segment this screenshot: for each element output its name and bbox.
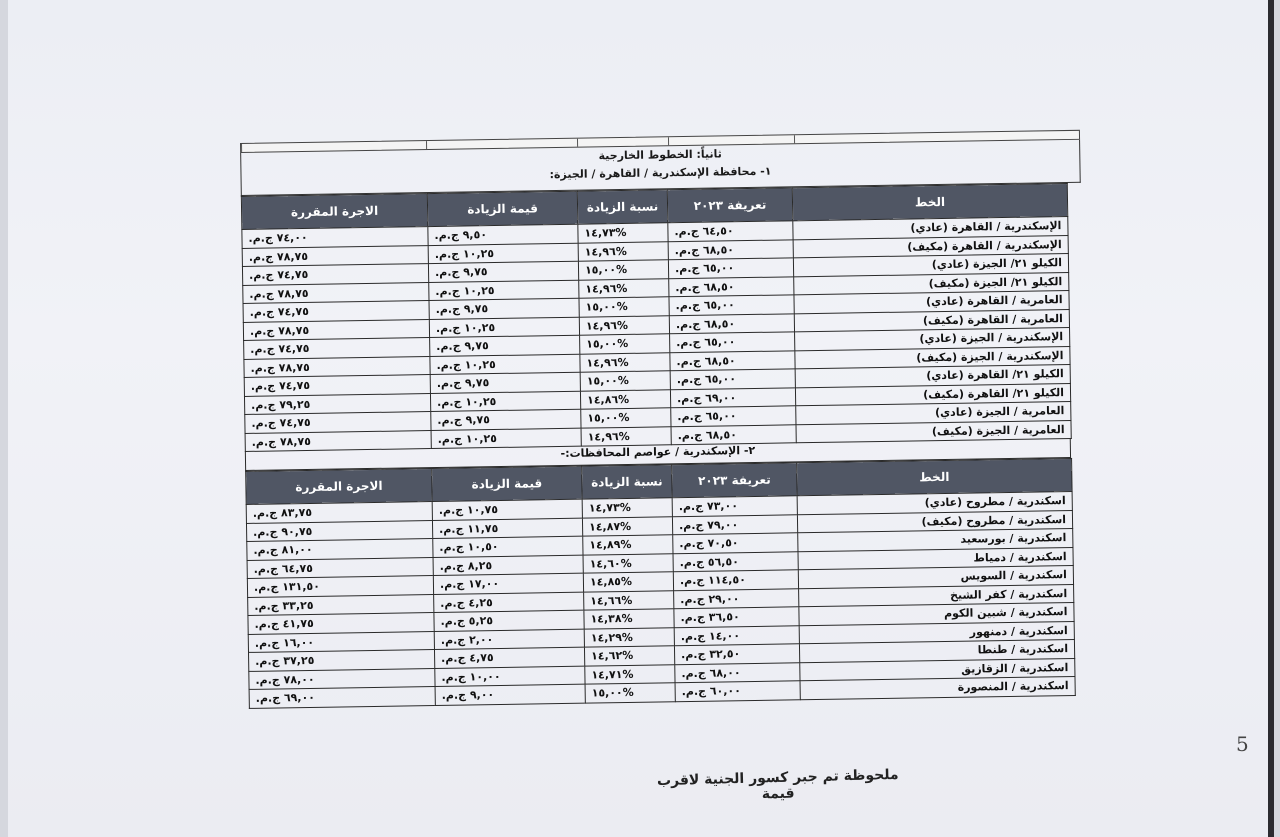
cell-fare-2023: ٣٢,٥٠ ج.م.: [674, 644, 799, 664]
cell-line: اسكندرية / بورسعيد: [798, 528, 1073, 551]
cell-final-fare: ٧٩,٢٥ ج.م.: [244, 393, 430, 414]
cell-line: الكيلو ٢١/ القاهرة (عادي): [795, 364, 1070, 387]
cell-fare-2023: ١١٤,٥٠ ج.م.: [673, 570, 798, 590]
cell-fare-2023: ٥٦,٥٠ ج.م.: [673, 551, 798, 571]
cell-increase-pct: %١٤,٧٣: [582, 498, 672, 518]
cell-increase-value: ٩,٧٥ ج.م.: [429, 298, 579, 319]
cell-increase-value: ١١,٧٥ ج.م.: [432, 518, 582, 539]
cell-final-fare: ٧٨,٧٥ ج.م.: [244, 356, 430, 377]
cell-final-fare: ٧٤,٧٥ ج.م.: [244, 338, 430, 359]
cell-line: اسكندرية / المنصورة: [800, 676, 1075, 699]
cell-increase-pct: %١٤,٨٦: [580, 389, 670, 409]
cell-final-fare: ٧٨,٧٥ ج.م.: [243, 319, 429, 340]
cell-increase-value: ٩,٧٥ ج.م.: [430, 372, 580, 393]
header-increase-value: قيمة الزيادة: [432, 466, 582, 501]
cell-line: الإسكندرية / القاهرة (مكيف): [793, 235, 1068, 258]
cell-fare-2023: ٦٨,٥٠ ج.م.: [669, 276, 794, 296]
subsection-title-1: ١- محافظة الإسكندرية / القاهرة / الجيزة:: [549, 164, 772, 182]
cell-line: الكيلو ٢١/ الجيزة (عادي): [793, 254, 1068, 277]
cell-increase-pct: %١٤,٩٦: [580, 352, 670, 372]
cell-final-fare: ٤١,٧٥ ج.م.: [248, 613, 434, 634]
cell-fare-2023: ٦٨,٥٠ ج.م.: [668, 239, 793, 259]
cell-final-fare: ٧٤,٠٠ ج.م.: [242, 227, 428, 248]
cell-fare-2023: ٦٤,٥٠ ج.م.: [668, 221, 793, 241]
cell-increase-value: ٤,٧٥ ج.م.: [434, 647, 584, 668]
cell-final-fare: ٦٤,٧٥ ج.م.: [247, 557, 433, 578]
cell-fare-2023: ٦٥,٠٠ ج.م.: [671, 406, 796, 426]
cell-increase-value: ٩,٠٠ ج.م.: [435, 684, 585, 705]
cell-final-fare: ٧٨,٧٥ ج.م.: [245, 430, 431, 451]
cell-final-fare: ١٦,٠٠ ج.م.: [248, 631, 434, 652]
cell-line: الكيلو ٢١/ القاهرة (مكيف): [795, 383, 1070, 406]
cell-fare-2023: ٦٨,٥٠ ج.م.: [669, 313, 794, 333]
table-1-body: [242, 217, 1071, 452]
cell-fare-2023: ٧٣,٠٠ ج.م.: [672, 496, 797, 516]
cell-increase-value: ١٠,٢٥ ج.م.: [430, 354, 580, 375]
cell-increase-pct: %١٥,٠٠: [578, 260, 668, 280]
cell-increase-value: ٩,٧٥ ج.م.: [430, 335, 580, 356]
cell-line: الإسكندرية / الجيزة (مكيف): [795, 346, 1070, 369]
cell-final-fare: ٦٩,٠٠ ج.م.: [249, 687, 435, 708]
cell-increase-value: ١٠,٢٥ ج.م.: [428, 243, 578, 264]
cell-line: العامرية / الجيزة (عادي): [796, 401, 1071, 424]
cell-line: اسكندرية / طنطا: [799, 639, 1074, 662]
cell-final-fare: ٧٤,٧٥ ج.م.: [243, 301, 429, 322]
cell-increase-pct: %١٤,٢٩: [584, 627, 674, 647]
cell-increase-value: ١٠,٢٥ ج.م.: [431, 428, 581, 449]
page-number: 5: [1236, 732, 1249, 756]
cell-increase-pct: %١٤,٦٢: [584, 646, 674, 666]
cell-fare-2023: ٣٦,٥٠ ج.م.: [674, 607, 799, 627]
cell-final-fare: ٧٤,٧٥ ج.م.: [242, 264, 428, 285]
cell-fare-2023: ٦٨,٠٠ ج.م.: [675, 662, 800, 682]
footnote: ملحوظة تم جبر كسور الجنية لاقرب قيمة: [656, 766, 899, 803]
cell-increase-pct: %١٥,٠٠: [580, 334, 670, 354]
cell-final-fare: ٨١,٠٠ ج.م.: [247, 539, 433, 560]
cell-final-fare: ١٣١,٥٠ ج.م.: [247, 576, 433, 597]
table-2-body: [246, 491, 1075, 707]
cell-increase-pct: %١٤,٨٥: [583, 572, 673, 592]
cell-increase-pct: %١٤,٣٨: [584, 609, 674, 629]
cell-fare-2023: ٦٨,٥٠ ج.م.: [670, 350, 795, 370]
cell-fare-2023: ٧٩,٠٠ ج.م.: [672, 514, 797, 534]
cell-fare-2023: ٦٠,٠٠ ج.م.: [675, 681, 800, 701]
cell-fare-2023: ٦٥,٠٠ ج.م.: [670, 369, 795, 389]
subsection-title-2: ٢- الإسكندرية / عواصم المحافظات:-: [245, 439, 1071, 471]
cell-line: الإسكندرية / الجيزة (عادي): [795, 327, 1070, 350]
cell-final-fare: ٧٨,٧٥ ج.م.: [243, 282, 429, 303]
section-title: ثانياً: الخطوط الخارجية: [598, 147, 722, 163]
cell-increase-value: ١٠,٥٠ ج.م.: [433, 536, 583, 557]
cell-line: اسكندرية / كفر الشيخ: [799, 584, 1074, 607]
cell-increase-value: ٤,٢٥ ج.م.: [434, 592, 584, 613]
cell-increase-pct: %١٤,٨٧: [582, 516, 672, 536]
cell-fare-2023: ٧٠,٥٠ ج.م.: [673, 533, 798, 553]
cell-increase-pct: %١٤,٩٦: [579, 278, 669, 298]
page-edge-shadow: [1268, 0, 1274, 837]
cell-line: اسكندرية / مطروح (مكيف): [797, 510, 1072, 533]
cell-line: الكيلو ٢١/ الجيزة (مكيف): [794, 272, 1069, 295]
header-final-fare: الاجرة المقررة: [246, 469, 432, 505]
cell-increase-pct: %١٤,٦٠: [583, 553, 673, 573]
cell-fare-2023: ٦٥,٠٠ ج.م.: [668, 258, 793, 278]
cell-increase-pct: %١٤,٧٣: [578, 223, 668, 243]
cell-fare-2023: ٦٥,٠٠ ج.م.: [669, 295, 794, 315]
cell-increase-pct: %١٤,٩٦: [581, 426, 671, 446]
header-increase-pct: نسبة الزيادة: [577, 190, 668, 224]
cell-increase-value: ٩,٥٠ ج.م.: [428, 224, 578, 245]
cell-line: العامرية / القاهرة (مكيف): [794, 309, 1069, 332]
header-line: الخط: [792, 184, 1067, 221]
cell-final-fare: ٨٣,٧٥ ج.م.: [246, 502, 432, 523]
document-page: [8, 0, 1274, 837]
cell-line: اسكندرية / مطروح (عادي): [797, 491, 1072, 514]
cell-final-fare: ٧٤,٧٥ ج.م.: [244, 375, 430, 396]
cell-increase-pct: %١٥,٠٠: [581, 408, 671, 428]
cell-final-fare: ٣٣,٢٥ ج.م.: [248, 594, 434, 615]
cell-increase-value: ٩,٧٥ ج.م.: [431, 409, 581, 430]
cell-increase-value: ٢,٠٠ ج.م.: [434, 629, 584, 650]
cell-increase-value: ١٠,٠٠ ج.م.: [435, 666, 585, 687]
cell-increase-value: ١٧,٠٠ ج.م.: [433, 573, 583, 594]
cell-line: اسكندرية / شبين الكوم: [799, 602, 1074, 625]
cell-final-fare: ٧٨,٧٥ ج.م.: [242, 245, 428, 266]
header-line: الخط: [797, 458, 1072, 495]
fare-table-2: [245, 458, 1076, 708]
cell-increase-value: ٨,٢٥ ج.م.: [433, 555, 583, 576]
cell-increase-value: ١٠,٢٥ ج.م.: [430, 391, 580, 412]
header-fare-2023: تعريفة ٢٠٢٣: [672, 463, 798, 498]
cell-increase-value: ٩,٧٥ ج.م.: [428, 261, 578, 282]
cell-increase-pct: %١٤,٨٩: [583, 535, 673, 555]
header-final-fare: الاجرة المقررة: [241, 194, 427, 230]
cell-increase-pct: %١٤,٧١: [585, 664, 675, 684]
fare-sheet: [240, 130, 1089, 718]
cell-fare-2023: ٦٨,٥٠ ج.م.: [671, 424, 796, 444]
header-increase-pct: نسبة الزيادة: [582, 465, 673, 499]
cell-increase-pct: %١٥,٠٠: [579, 297, 669, 317]
cell-line: اسكندرية / السويس: [798, 565, 1073, 588]
cell-increase-pct: %١٤,٦٦: [584, 590, 674, 610]
fare-table-1: [241, 183, 1072, 452]
cell-line: اسكندرية / الزقازيق: [800, 658, 1075, 681]
cell-increase-pct: %١٤,٩٦: [578, 241, 668, 261]
cell-fare-2023: ١٤,٠٠ ج.م.: [674, 625, 799, 645]
cell-increase-value: ١٠,٢٥ ج.م.: [429, 280, 579, 301]
cell-final-fare: ٧٤,٧٥ ج.م.: [245, 412, 431, 433]
cell-line: العامرية / القاهرة (عادي): [794, 290, 1069, 313]
cell-increase-value: ١٠,٢٥ ج.م.: [429, 317, 579, 338]
cell-fare-2023: ٦٩,٠٠ ج.م.: [670, 387, 795, 407]
cell-final-fare: ٩٠,٧٥ ج.م.: [246, 520, 432, 541]
cell-increase-pct: %١٤,٩٦: [579, 315, 669, 335]
cell-line: العامرية / الجيزة (مكيف): [796, 420, 1071, 443]
header-fare-2023: تعريفة ٢٠٢٣: [667, 188, 793, 223]
cell-final-fare: ٧٨,٠٠ ج.م.: [249, 668, 435, 689]
cell-line: اسكندرية / دمنهور: [799, 621, 1074, 644]
cell-fare-2023: ٦٥,٠٠ ج.م.: [670, 332, 795, 352]
cell-fare-2023: ٢٩,٠٠ ج.م.: [674, 588, 799, 608]
cell-line: اسكندرية / دمياط: [798, 547, 1073, 570]
header-increase-value: قيمة الزيادة: [427, 191, 577, 226]
cell-increase-value: ١٠,٧٥ ج.م.: [432, 499, 582, 520]
cell-increase-pct: %١٥,٠٠: [580, 371, 670, 391]
cell-increase-pct: %١٥,٠٠: [585, 683, 675, 703]
cell-line: الإسكندرية / القاهرة (عادي): [793, 217, 1068, 240]
cell-increase-value: ٥,٢٥ ج.م.: [434, 610, 584, 631]
cell-final-fare: ٣٧,٢٥ ج.م.: [249, 650, 435, 671]
